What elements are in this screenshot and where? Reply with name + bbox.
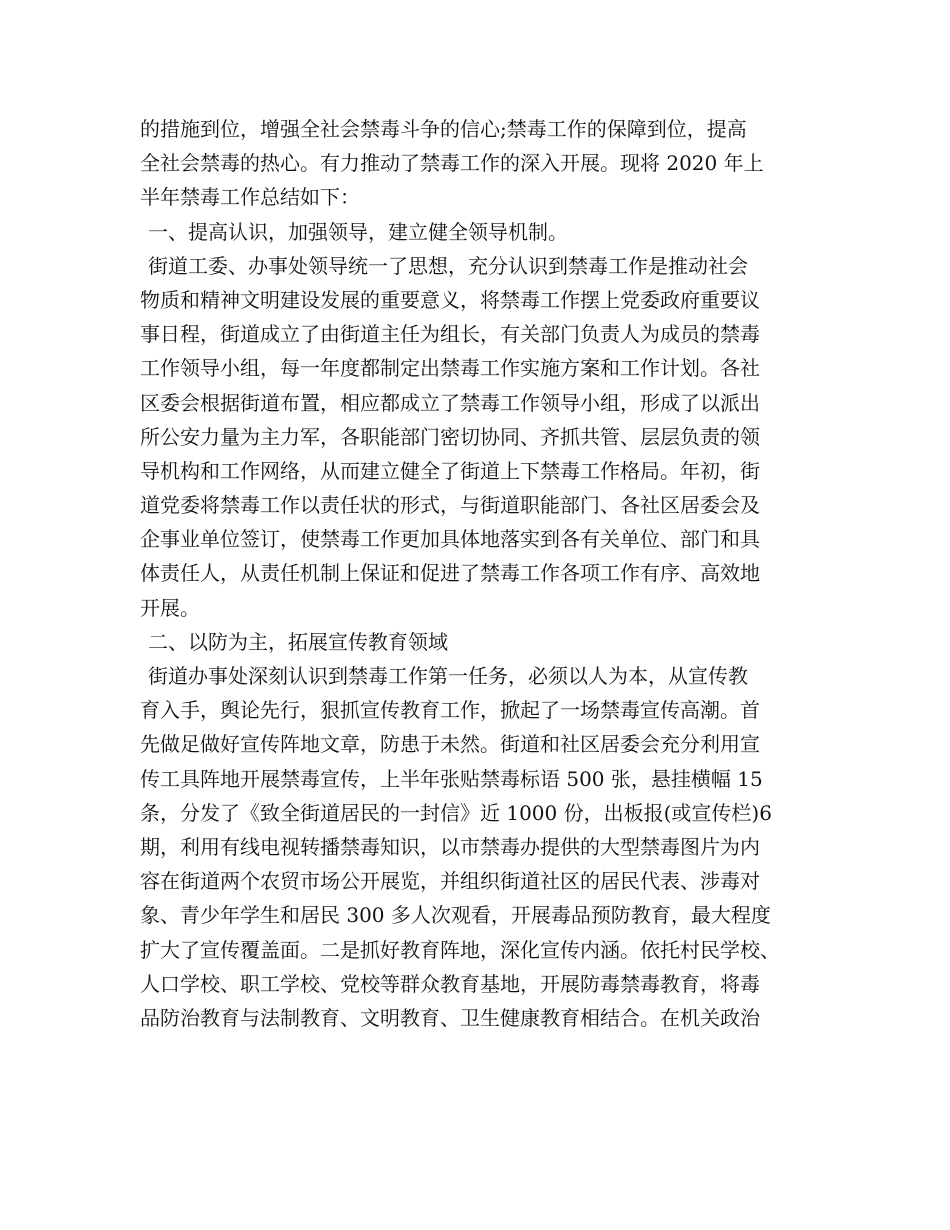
text-line: 半年禁毒工作总结如下：: [140, 185, 360, 210]
document-body: [140, 112, 812, 1035]
text-line: 人口学校、职工学校、党校等群众教育基地，开展防毒禁毒教育，将毒: [140, 971, 760, 996]
text-line: 街道办事处深刻认识到禁毒工作第一任务，必须以人为本，从宣传教: [148, 664, 748, 688]
text-line: 工作领导小组，每一年度都制定出禁毒工作实施方案和工作计划。各社: [140, 356, 760, 381]
text-line: 条，分发了《致全街道居民的一封信》近 1000 份，出板报(或宣传栏)6: [140, 800, 772, 825]
text-line: 先做足做好宣传阵地文章，防患于未然。街道和社区居委会充分利用宣: [140, 732, 760, 757]
text-line: 期，利用有线电视转播禁毒知识，以市禁毒办提供的大型禁毒图片为内: [140, 834, 760, 859]
text-line: 企事业单位签订，使禁毒工作更加具体地落实到各有关单位、部门和具: [140, 527, 760, 552]
text-line: 传工具阵地开展禁毒宣传，上半年张贴禁毒标语 500 张，悬挂横幅 15: [140, 766, 763, 791]
text-line: 街道工委、办事处领导统一了思想，充分认识到禁毒工作是推动社会: [148, 253, 748, 278]
text-line: 的措施到位，增强全社会禁毒斗争的信心;禁毒工作的保障到位，提高: [140, 117, 747, 141]
text-line: 扩大了宣传覆盖面。二是抓好教育阵地，深化宣传内涵。依托村民学校、: [140, 937, 780, 962]
text-line: 体责任人，从责任机制上保证和促进了禁毒工作各项工作有序、高效地: [140, 561, 760, 586]
text-line: 开展。: [140, 595, 200, 620]
text-line: 所公安力量为主力军，各职能部门密切协同、齐抓共管、层层负责的领: [140, 424, 760, 449]
text-line: 象、青少年学生和居民 300 多人次观看，开展毒品预防教育，最大程度: [140, 903, 771, 928]
text-line: 育入手，舆论先行，狠抓宣传教育工作，掀起了一场禁毒宣传高潮。首: [140, 698, 760, 723]
text-line: 导机构和工作网络，从而建立健全了街道上下禁毒工作格局。年初，街: [140, 458, 760, 483]
text-line: 事日程，街道成立了由街道主任为组长，有关部门负责人为成员的禁毒: [140, 322, 760, 347]
text-line: 品防治教育与法制教育、文明教育、卫生健康教育相结合。在机关政治: [140, 1005, 760, 1030]
text-line: 道党委将禁毒工作以责任状的形式，与街道职能部门、各社区居委会及: [140, 493, 760, 518]
section-heading: 二、以防为主，拓展宣传教育领域: [148, 629, 448, 654]
section-heading: 一、提高认识，加强领导，建立健全领导机制。: [148, 219, 568, 244]
text-line: 容在街道两个农贸市场公开展览，并组织街道社区的居民代表、涉毒对: [140, 869, 760, 894]
text-line: 物质和精神文明建设发展的重要意义，将禁毒工作摆上党委政府重要议: [140, 287, 760, 312]
text-line: 全社会禁毒的热心。有力推动了禁毒工作的深入开展。现将 2020 年上: [140, 151, 764, 176]
text-line: 区委会根据街道布置，相应都成立了禁毒工作领导小组，形成了以派出: [140, 390, 760, 415]
